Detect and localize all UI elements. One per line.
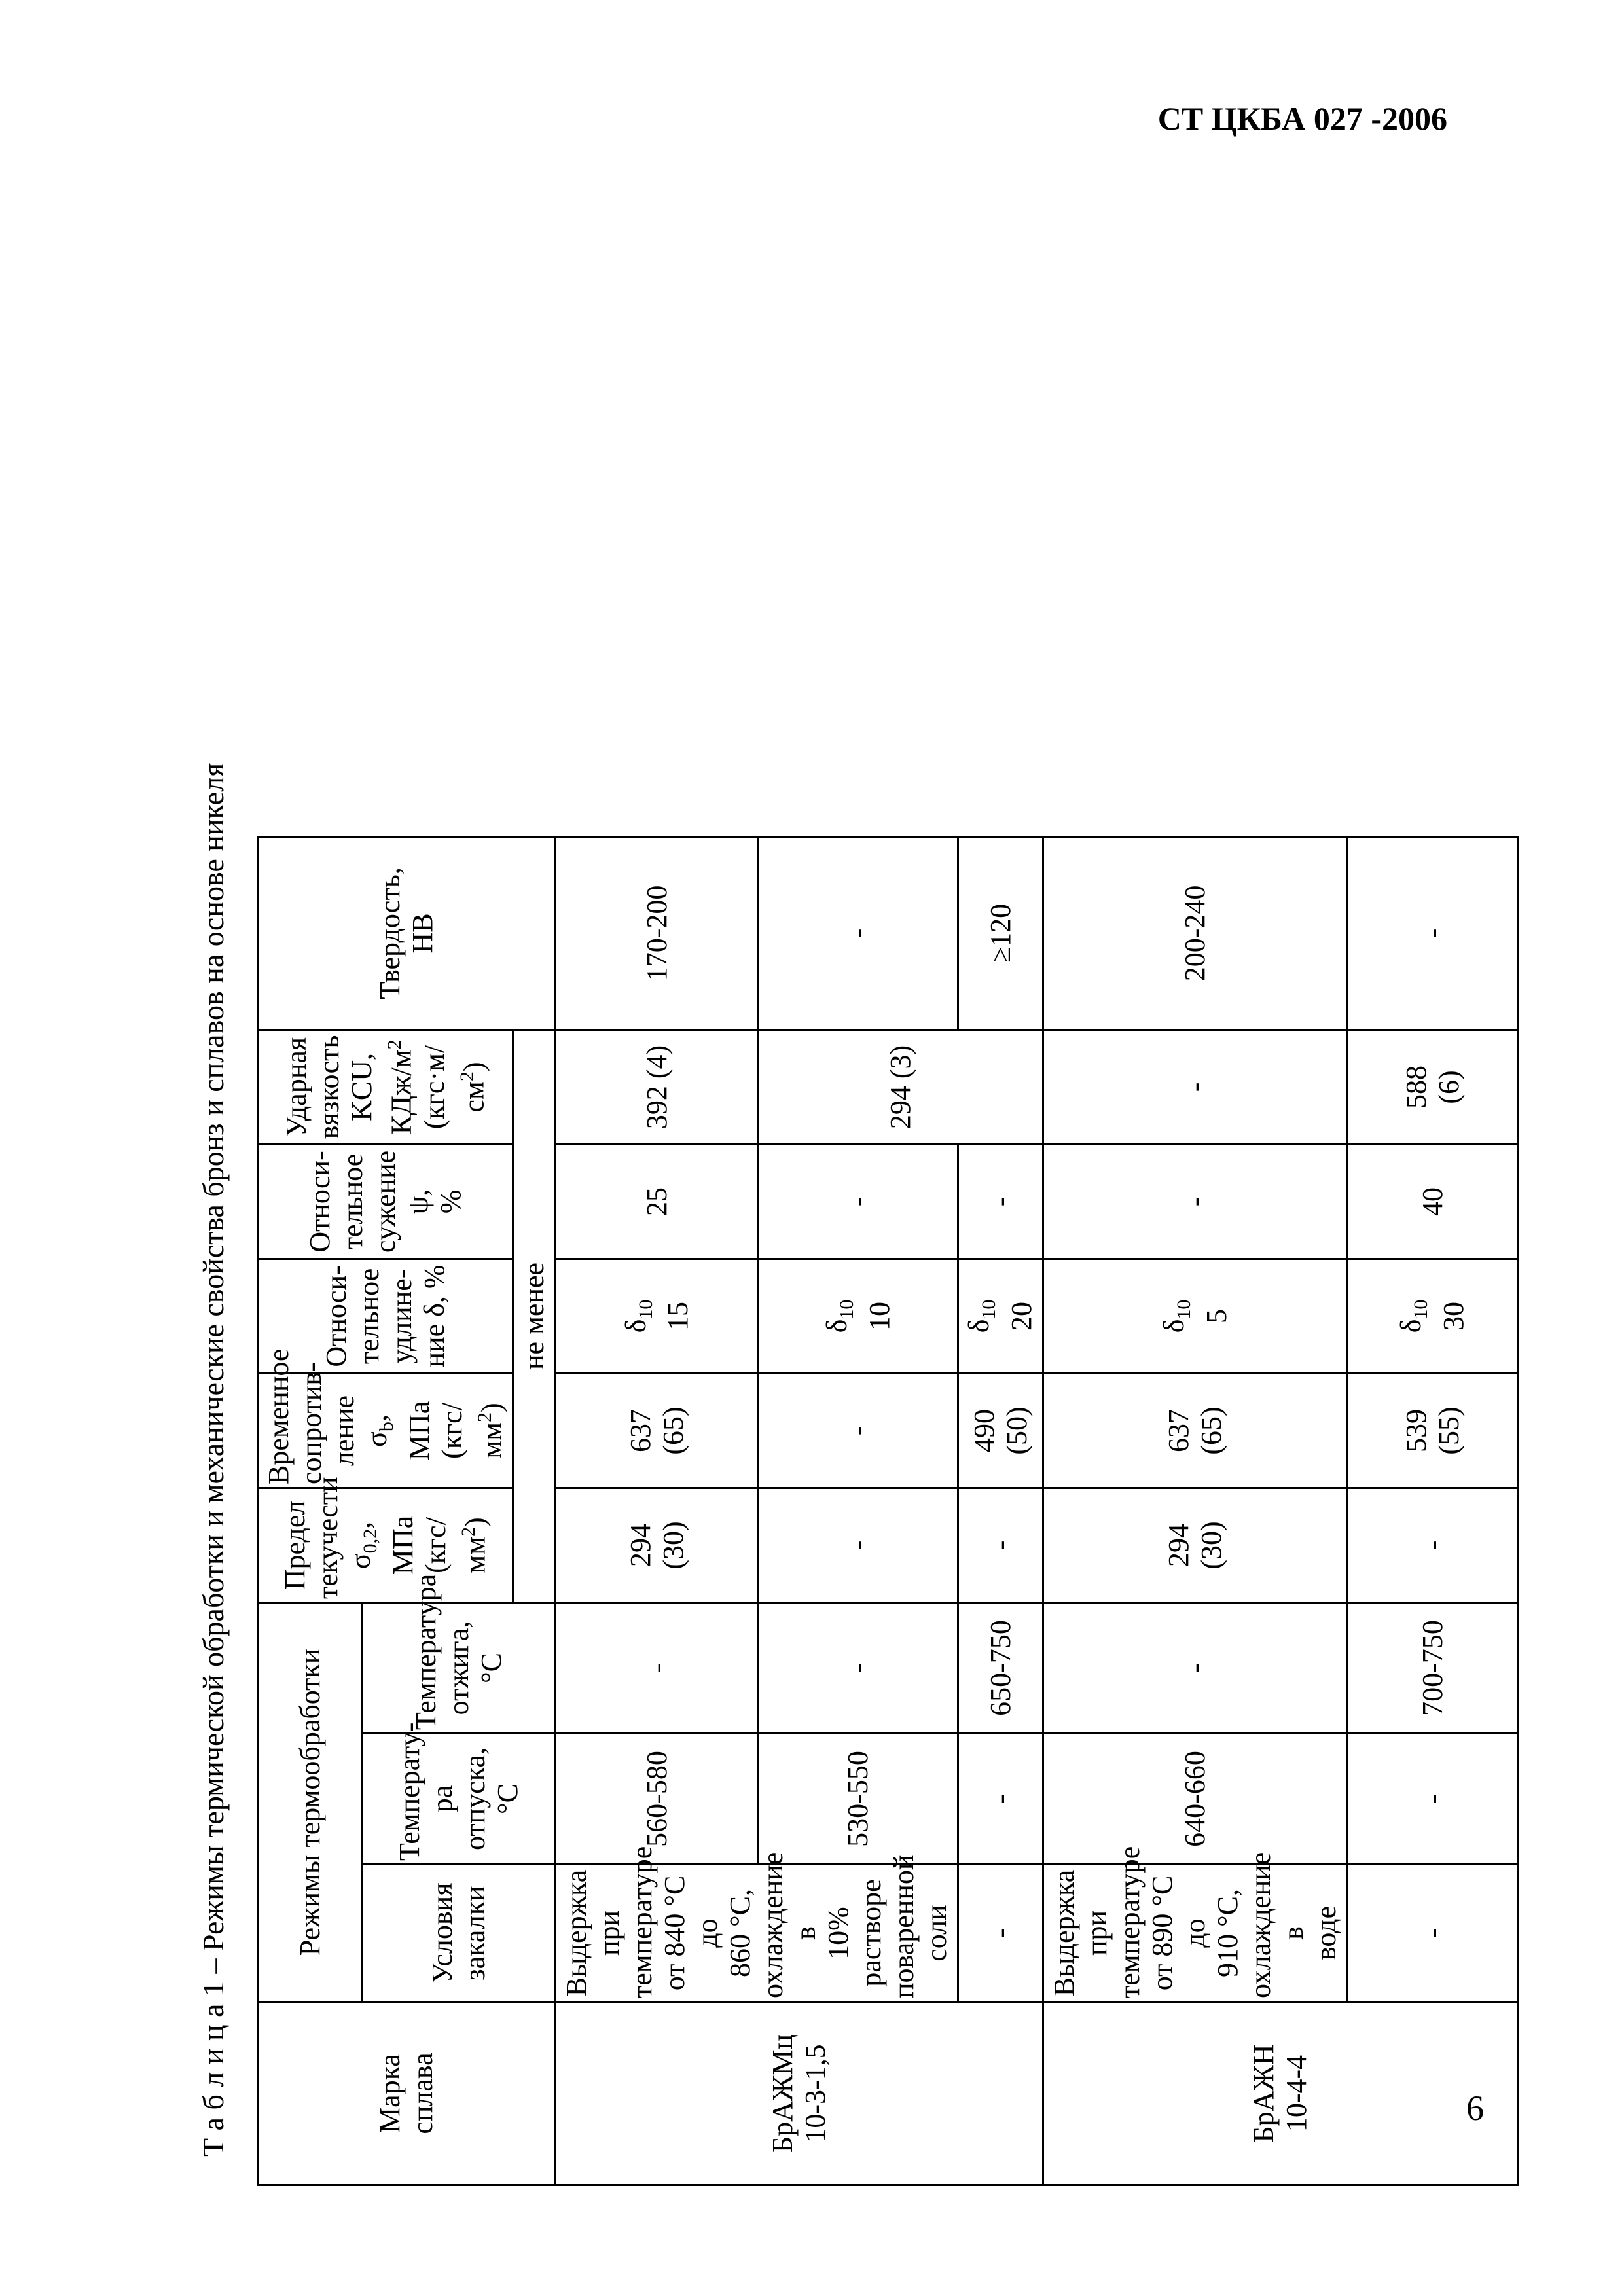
elongation-cell: $\delta_{10}$ 10 [759, 1259, 958, 1373]
elongation-cell: $\delta_{10}$ 15 [556, 1259, 759, 1373]
narrowing-cell: 40 [1348, 1144, 1518, 1259]
anneal-cell: - [556, 1602, 759, 1733]
elongation-cell: $\delta_{10}$ 20 [958, 1259, 1043, 1373]
col-header-temper: Температу- ра отпуска, °C [363, 1734, 556, 1865]
temper-cell: 640-660 [1043, 1734, 1348, 1865]
elongation-cell: $\delta_{10}$ 30 [1348, 1259, 1518, 1373]
narrowing-cell: 25 [556, 1144, 759, 1259]
col-header-quench: Условия закалки [363, 1865, 556, 2002]
col-header-grade: Марка сплава [258, 2002, 556, 2185]
grade-cell: БрАЖН 10-4-4 [1043, 2002, 1518, 2185]
table-row [556, 836, 759, 2185]
impact-cell: 294 (3) [759, 1030, 1043, 1144]
hardness-cell: ≥120 [958, 836, 1043, 1030]
yield-cell: - [1348, 1488, 1518, 1602]
hardness-cell: 200-240 [1043, 836, 1348, 1030]
hardness-cell: 170-200 [556, 836, 759, 1030]
impact-cell: - [1043, 1030, 1348, 1144]
temper-cell: 560-580 [556, 1734, 759, 1865]
tensile-cell: 490 (50) [958, 1373, 1043, 1488]
narrowing-cell: - [759, 1144, 958, 1259]
quench-cell: - [1348, 1865, 1518, 2002]
col-header-tensile: Временное сопротив- ление $\sigma_b$, МПа $(кгс/мм^2)$ [258, 1373, 513, 1488]
tensile-cell: 637 (65) [1043, 1373, 1348, 1488]
col-header-anneal: Температура отжига, °C [363, 1602, 556, 1733]
tensile-cell: - [759, 1373, 958, 1488]
col-header-hardness: Твердость, НВ [258, 836, 556, 1030]
quench-cell: Выдержка при температуре от 840 °С до 860 °С, охлаждение в 10% растворе поваренной соли [556, 1865, 958, 2002]
anneal-cell: 650-750 [958, 1602, 1043, 1733]
impact-cell: 392 (4) [556, 1030, 759, 1144]
table-caption: Т а б л и ц а 1 – Режимы термической обработки и механические свойства бронз и сплавов на основе никеля [196, 762, 230, 2157]
hardness-cell: - [759, 836, 958, 1030]
tensile-cell: 539 (55) [1348, 1373, 1518, 1488]
not-less-label: не менее [513, 1030, 556, 1602]
anneal-cell: - [759, 1602, 958, 1733]
elongation-cell: $\delta_{10}$ 5 [1043, 1259, 1348, 1373]
narrowing-cell: - [958, 1144, 1043, 1259]
anneal-cell: 700-750 [1348, 1602, 1518, 1733]
temper-cell: 530-550 [759, 1734, 958, 1865]
col-header-elongation: Относи- тельное удлине- ние δ, % [258, 1259, 513, 1373]
tensile-cell: 637 (65) [556, 1373, 759, 1488]
rotated-table-area [196, 170, 1506, 2186]
impact-cell: 588 (6) [1348, 1030, 1518, 1144]
table-row [1043, 836, 1348, 2185]
quench-cell: Выдержка при температуре от 890 °С до 910 °С, охлаждение в воде [1043, 1865, 1348, 2002]
quench-cell: - [958, 1865, 1043, 2002]
anneal-cell: - [1043, 1602, 1348, 1733]
yield-cell: 294 (30) [556, 1488, 759, 1602]
yield-cell: - [759, 1488, 958, 1602]
narrowing-cell: - [1043, 1144, 1348, 1259]
properties-table [257, 836, 1519, 2186]
yield-cell: - [958, 1488, 1043, 1602]
page-number: 6 [1466, 2089, 1484, 2128]
document-code: СТ ЦКБА 027 -2006 [1157, 100, 1447, 137]
col-header-impact: Ударная вязкость KCU, КДж/$м^2$ $(кгс\cdot м/см^2)$ [258, 1030, 513, 1144]
col-header-yield: Предел текучести $\sigma_{0,2}$, МПа $(кгс/мм^2)$ [258, 1488, 513, 1602]
grade-cell: БрАЖМц 10-3-1,5 [556, 2002, 1043, 2185]
table-row [1348, 836, 1518, 2185]
temper-cell: - [958, 1734, 1043, 1865]
col-header-narrowing: Относи- тельное сужение ψ, % [258, 1144, 513, 1259]
yield-cell: 294 (30) [1043, 1488, 1348, 1602]
col-header-heat-modes: Режимы термообработки [258, 1602, 363, 2001]
hardness-cell: - [1348, 836, 1518, 1030]
temper-cell: - [1348, 1734, 1518, 1865]
